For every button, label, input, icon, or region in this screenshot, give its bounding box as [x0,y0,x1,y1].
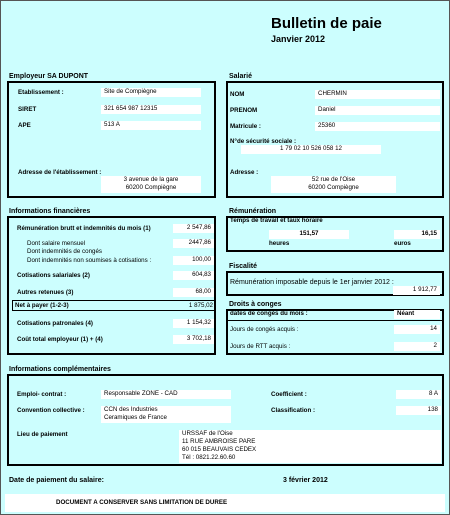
nom-label: NOM [230,91,245,98]
matricule-value: 25360 [315,122,440,131]
rtt-value: 2 [394,342,440,351]
ape-label: APE [18,122,31,129]
net-value: 1 875,02 [188,302,213,309]
lieu-line4: Tél : 0821.22.60.60 [182,454,236,461]
prenom-label: PRENOM [230,107,258,114]
convention-line1: CCN des Industries [104,406,158,413]
employee-address-line1: 52 rue de l'Oise [311,176,356,183]
cotis-sal-label: Cotisations salariales (2) [17,272,90,279]
rtt-label: Jours de RTT acquis : [230,343,291,350]
brut-label: Rémunération brutt et indemnités du mois (1) [17,225,151,232]
conges-acquis-value: 14 [394,325,440,334]
heures-value: 151,57 [269,230,349,239]
cotis-sal-value: 604,83 [173,271,214,280]
etab-value: Site de Compiègne [101,88,201,97]
lieu-line3: 60 015 BEAUVAIS CEDEX [182,446,257,453]
fiscalite-section-title: Fiscalité [229,263,258,270]
matricule-label: Matricule : [230,123,261,130]
pay-period: Janvier 2012 [271,34,326,44]
net-label: Net à payer (1-2-3) [15,302,69,309]
employer-address-line2: 60200 Compiègne [125,184,177,191]
secu-value: 1 79 02 10 526 058 12 [241,145,381,154]
salaire-value: 2447,86 [173,239,214,248]
employee-section-title: Salarié [229,73,252,80]
convention-value [101,406,231,423]
cout-value: 3 702,18 [173,335,214,344]
employer-section-title: Employeur SA DUPONT [9,73,89,80]
emploi-label: Emploi- contrat : [17,391,67,398]
dates-conges-value: Néant [394,310,440,319]
conges-acquis-label: Jours de congés acquis : [230,326,299,333]
retention-notice: DOCUMENT A CONSERVER SANS LIMITATION DE DUREE [56,499,228,506]
temps-label: Temps de travail et taux horaire [230,217,323,224]
payment-date-label: Date de paiement du salaire: [9,477,104,484]
heures-label: heures [269,240,290,247]
euros-label: euros [394,240,411,247]
employer-address [101,176,201,193]
fiscalite-text: Rémunération imposable depuis le 1er janvier 2012 : [230,279,394,286]
complementaires-section-title: Informations complémentaires [9,366,111,373]
employer-address-label: Adresse de l'établissement : [18,169,102,176]
retenues-value: 68,00 [173,288,214,297]
conges-indemnites-label: Dont indemnités de congés [27,248,102,255]
brut-value: 2 547,86 [173,224,214,233]
remuneration-section-title: Rémunération [229,208,277,215]
lieu-line2: 11 RUE AMBROISE PARE [182,438,256,445]
employee-address-label: Adresse : [230,169,259,176]
cotis-pat-label: Cotisations patronales (4) [17,320,93,327]
siret-value: 321 654 987 12315 [101,105,201,114]
coef-value: 8 A [396,390,441,399]
employee-address-line2: 60200 Compiègne [308,184,359,191]
coef-label: Coefficient : [271,391,307,398]
euros-value: 16,15 [394,230,440,239]
emploi-value: Responsable ZONE - CAD [101,390,231,399]
lieu-line1: URSSAF de l'Oise [182,430,233,437]
cotis-pat-value: 1 154,32 [173,319,214,328]
fiscalite-value: 1 912,77 [393,286,440,295]
siret-label: SIRET [18,106,37,113]
convention-line2: Ceramiques de France [104,414,167,421]
payment-date-value: 3 février 2012 [283,477,328,484]
conges-divider [228,320,442,321]
salaire-label: Dont salaire mensuel [27,240,86,247]
cout-label: Coût total employeur (1) + (4) [17,336,103,343]
nonsoumises-value: 100,00 [173,256,214,265]
nom-value: CHERMIN [315,90,440,99]
employer-address-line1: 3 avenue de la gare [123,176,179,183]
nonsoumises-label: Dont indemnités non soumises à cotisations : [27,257,152,264]
document-title: Bulletin de paie [271,15,382,32]
classification-value: 138 [396,406,441,415]
retenues-label: Autres retenues (3) [17,289,74,296]
finance-section-title: Informations financières [9,208,91,215]
ape-value: 513 A [101,121,201,130]
lieu-value [179,430,441,463]
classification-label: Classification : [271,407,316,414]
conges-section-title: Droits à conges [229,301,282,308]
prenom-value: Daniel [315,106,440,115]
etab-label: Etablissement : [18,89,64,96]
employee-address [271,176,396,193]
lieu-label: Lieu de paiement [17,431,68,438]
convention-label: Convention collective : [17,407,85,414]
secu-label: N°de sécurité sociale : [230,138,297,145]
dates-conges-label: dates de congés du mois : [230,310,308,317]
